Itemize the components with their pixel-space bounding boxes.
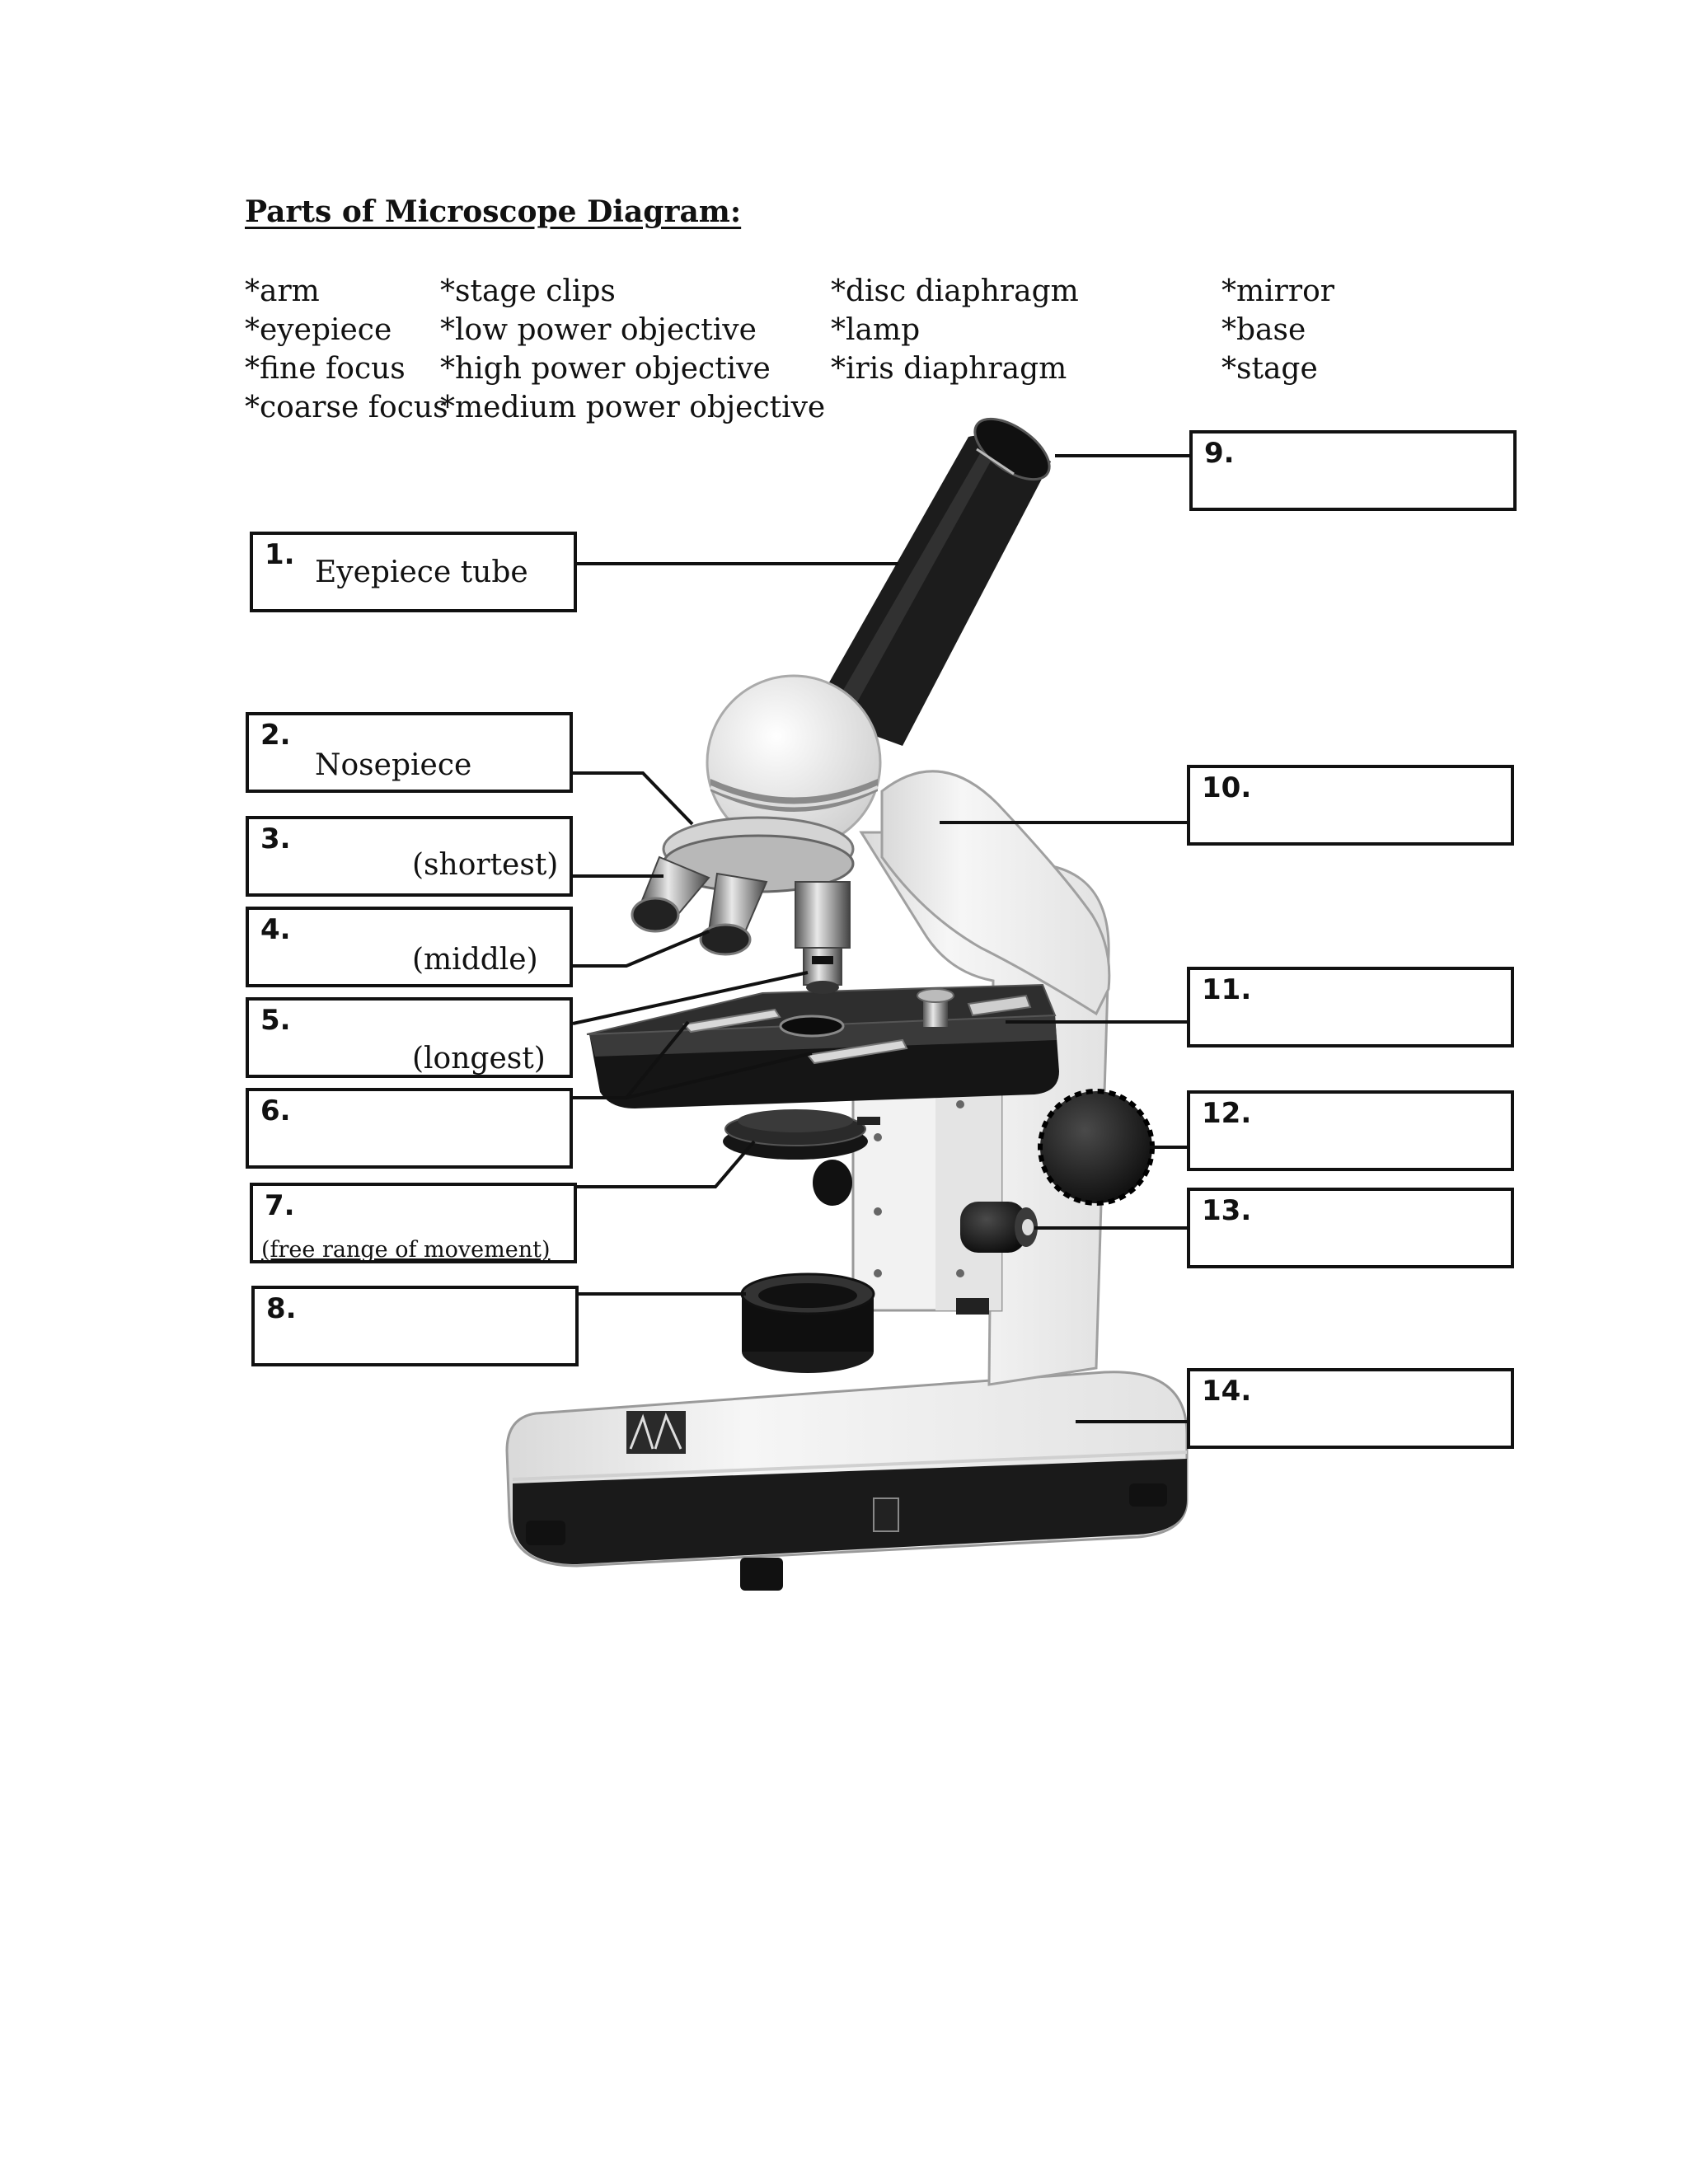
leader-line-2 xyxy=(573,773,692,824)
word-bank-item: *eyepiece xyxy=(245,313,392,347)
word-bank-item: *stage xyxy=(1221,352,1318,386)
logo-emblem xyxy=(626,1411,686,1454)
label-box-8[interactable] xyxy=(251,1286,579,1366)
word-bank-item: *mirror xyxy=(1221,274,1334,308)
label-box-11[interactable] xyxy=(1187,967,1514,1047)
word-bank-item: *disc diaphragm xyxy=(831,274,1079,308)
label-number: 14. xyxy=(1202,1375,1252,1408)
word-bank-item: *coarse focus xyxy=(245,391,448,424)
word-bank-item: *stage clips xyxy=(440,274,616,308)
label-number: 9. xyxy=(1204,437,1235,470)
label-box-13[interactable] xyxy=(1187,1188,1514,1268)
word-bank-item: *low power objective xyxy=(440,313,757,347)
label-number: 12. xyxy=(1202,1097,1252,1130)
label-box-5[interactable] xyxy=(246,997,573,1078)
label-answer: Eyepiece tube xyxy=(315,555,528,589)
leader-line-4 xyxy=(573,931,709,966)
label-number: 7. xyxy=(265,1189,295,1222)
label-number: 6. xyxy=(260,1094,291,1127)
word-bank-item: *lamp xyxy=(831,313,921,347)
label-box-12[interactable] xyxy=(1187,1090,1514,1171)
page-title: Parts of Microscope Diagram: xyxy=(245,194,742,229)
label-number: 3. xyxy=(260,823,291,855)
label-number: 2. xyxy=(260,719,291,752)
label-box-1[interactable] xyxy=(250,532,577,612)
label-box-6[interactable] xyxy=(246,1088,573,1169)
label-box-7[interactable] xyxy=(250,1183,577,1263)
label-box-14[interactable] xyxy=(1187,1368,1514,1449)
left-focus-knob xyxy=(813,1160,852,1206)
label-number: 13. xyxy=(1202,1194,1252,1227)
word-bank-item: *fine focus xyxy=(245,352,406,386)
label-box-4[interactable] xyxy=(246,907,573,987)
label-answer: Nosepiece xyxy=(315,748,472,782)
leader-line-7 xyxy=(577,1141,754,1187)
high-power-objective xyxy=(795,882,850,994)
label-number: 4. xyxy=(260,913,291,946)
word-bank-item: *arm xyxy=(245,274,320,308)
label-box-10[interactable] xyxy=(1187,765,1514,846)
coarse-focus-knob xyxy=(1040,1091,1152,1203)
label-box-9[interactable] xyxy=(1189,430,1517,511)
word-bank-item: *base xyxy=(1221,313,1306,347)
word-bank-item: *high power objective xyxy=(440,352,771,386)
label-number: 10. xyxy=(1202,771,1252,804)
label-number: 11. xyxy=(1202,973,1252,1006)
label-number: 8. xyxy=(266,1292,297,1325)
label-hint: (free range of movement) xyxy=(261,1237,551,1263)
label-box-2[interactable] xyxy=(246,712,573,793)
label-hint: (middle) xyxy=(412,943,538,977)
word-bank-item: *medium power objective xyxy=(440,391,826,424)
label-hint: (shortest) xyxy=(412,848,559,882)
microscope-base xyxy=(507,1372,1187,1591)
fine-focus-knob xyxy=(960,1202,1038,1253)
lamp xyxy=(742,1274,874,1373)
label-number: 5. xyxy=(260,1004,291,1037)
label-box-3[interactable] xyxy=(246,816,573,897)
label-hint: (longest) xyxy=(412,1042,546,1076)
label-number: 1. xyxy=(265,538,295,571)
word-bank-item: *iris diaphragm xyxy=(831,352,1067,386)
focus-block xyxy=(853,1071,1001,1315)
